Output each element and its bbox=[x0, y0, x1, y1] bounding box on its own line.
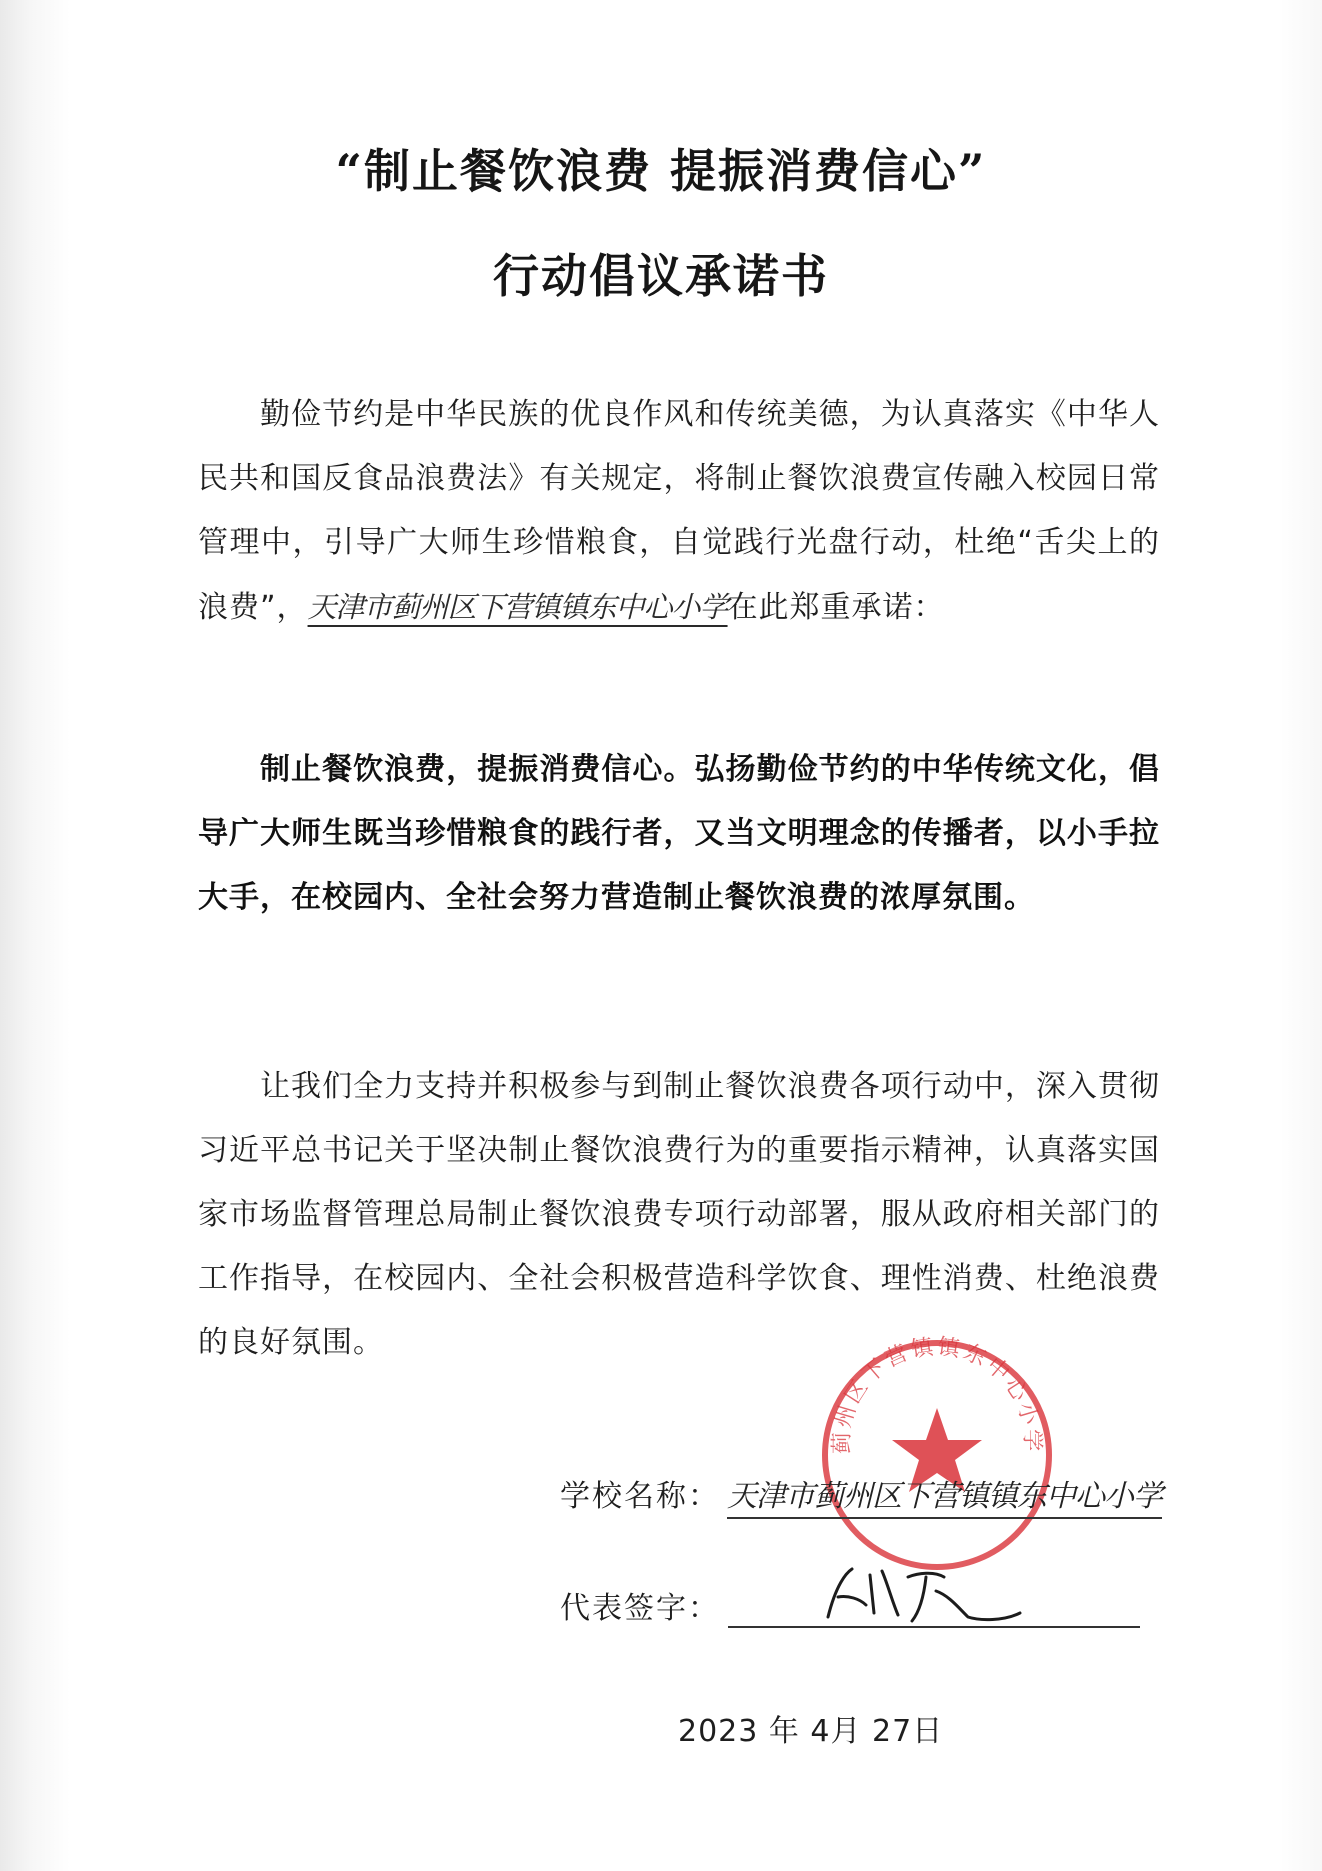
school-name-handwritten: 天津市蓟州区下营镇镇东中心小学 bbox=[727, 1471, 1162, 1519]
representative-signature-label: 代表签字： bbox=[560, 1591, 720, 1626]
seal-text: 蓟州区下营镇镇东中心小学 bbox=[829, 1334, 1045, 1455]
handwritten-school-name-inline: 天津市蓟州区下营镇镇东中心小学 bbox=[307, 590, 728, 624]
intro-text-end: 在此郑重承诺： bbox=[727, 590, 945, 625]
paragraph-intro bbox=[198, 383, 1160, 640]
school-name-label: 学校名称： bbox=[560, 1479, 720, 1514]
intro-text: 勤俭节约是中华民族的优良作风和传统美德，为认真落实《中华人民共和国反食品浪费法》有关规定，将制止餐饮浪费宣传融入校园日常管理中，引导广大师生珍惜粮食，自觉践行光盘行动，杜绝“舌尖上的浪费”， bbox=[198, 397, 1160, 625]
paragraph-action: 让我们全力支持并积极参与到制止餐饮浪费各项行动中，深入贯彻习近平总书记关于坚决制止餐饮浪费行为的重要指示精神，认真落实国家市场监督管理总局制止餐饮浪费专项行动部署，服从政府相关部门的工作指导，在校园内、全社会积极营造科学饮食、理性消费、杜绝浪费的良好氛围。 bbox=[198, 1069, 1160, 1360]
paragraph-commitment: 制止餐饮浪费，提振消费信心。弘扬勤俭节约的中华传统文化，倡导广大师生既当珍惜粮食的践行者，又当文明理念的传播者，以小手拉大手，在校园内、全社会努力营造制止餐饮浪费的浓厚氛围。 bbox=[198, 752, 1160, 915]
official-seal-stamp bbox=[812, 1330, 1062, 1580]
document-date: 2023 年 4月 27日 bbox=[678, 1714, 944, 1749]
signature-stroke bbox=[828, 1569, 1020, 1621]
document-title-line1: “制止餐饮浪费 提振消费信心” bbox=[335, 144, 987, 198]
handwritten-signature bbox=[808, 1555, 1038, 1635]
document-title-line2: 行动倡议承诺书 bbox=[493, 249, 829, 303]
